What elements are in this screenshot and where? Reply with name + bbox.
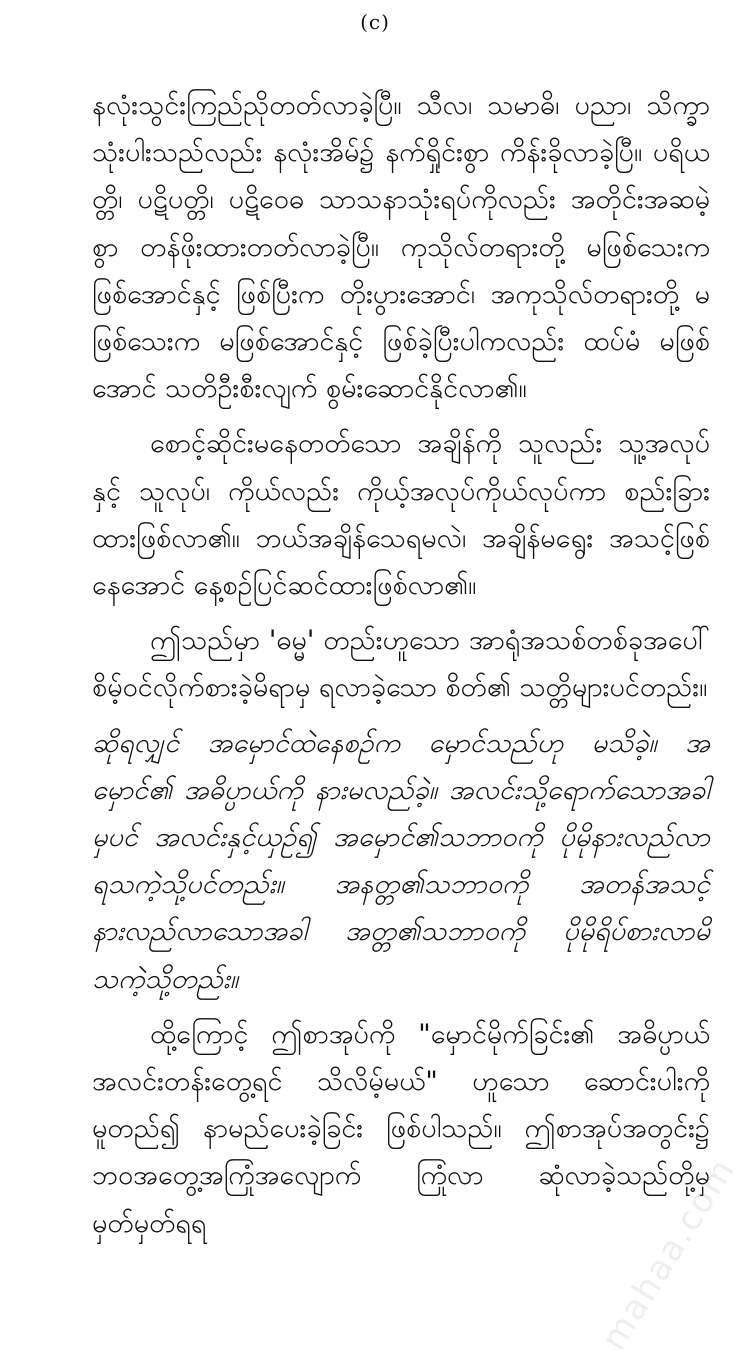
- watermark-logo: mahaa.com: [594, 1150, 744, 1357]
- paragraph-4-italic: ဆိုရလျှင် အမှောင်ထဲနေစဉ်က မှောင်သည်ဟု မသိခဲ့။ အမှောင်၏ အဓိပ္ပာယ်ကို နားမလည်ခဲ့။ အလင်းသို့ရောက်သောအခါမှပင် အလင်းနှင့်ယှဉ်၍ အမှောင်၏သဘာဝကို ပိုမိုနားလည်လာရသကဲ့သို့ပင်တည်း။ အနတ္တ၏သဘာဝကို အတန်အသင့် နားလည်လာသောအခါ အတ္တ၏သဘာဝကို ပိုမိုရိပ်စားလာမိသကဲ့သို့တည်း။: [92, 727, 710, 995]
- paragraph-1: နလုံးသွင်းကြည်ညိုတတ်လာခဲ့ပြီ။ သီလ၊ သမာဓိ၊ ပညာ၊ သိက္ခာ သုံးပါးသည်လည်း နလုံးအိမ်၌ နက်ရှိုင်းစွာ ကိန်းခိုလာခဲ့ပြီ။ ပရိယတ္တိ၊ ပဋိပတ္တိ၊ ပဋိဝေဓ သာသနာသုံးရပ်ကိုလည်း အတိုင်းအဆမဲ့စွာ တန်ဖိုးထားတတ်လာခဲ့ပြီ။ ကုသိုလ်တရားတို့ မဖြစ်သေးက ဖြစ်အောင်နှင့် ဖြစ်ပြီးက တိုးပွားအောင်၊ အကုသိုလ်တရားတို့ မဖြစ်သေးက မဖြစ်အောင်နှင့် ဖြစ်ခဲ့ပြီးပါကလည်း ထပ်မံ မဖြစ်အောင် သတိဦးစီးလျက် စွမ်းဆောင်နိုင်လာ၏။: [92, 90, 710, 405]
- paragraph-5: ထို့ကြောင့် ဤစာအုပ်ကို "မှောင်မိုက်ခြင်း၏ အဓိပ္ပာယ် အလင်းတန်းတွေ့ရင် သိလိမ့်မယ်" ဟူသော ဆောင်းပါးကို မူတည်၍ နာမည်ပေးခဲ့ခြင်း ဖြစ်ပါသည်။ ဤစာအုပ်အတွင်း၌ ဘဝအတွေ့အကြုံအလျောက် ကြုံလာ ဆုံလာခဲ့သည်တို့မှ မှတ်မှတ်ရရ: [92, 1018, 710, 1239]
- paragraph-3: ဤသည်မှာ 'ဓမ္မ' တည်းဟူသော အာရုံအသစ်တစ်ခုအပေါ် စိမ့်ဝင်လိုက်စားခဲ့မိရာမှ ရလာခဲ့သော စိတ်၏ သတ္တိများပင်တည်း။: [92, 625, 710, 704]
- paragraph-2: စောင့်ဆိုင်းမနေတတ်သော အချိန်ကို သူလည်း သူ့အလုပ်နှင့် သူလုပ်၊ ကိုယ်လည်း ကိုယ့်အလုပ်ကိုယ်လုပ်ကာ စည်းခြားထားဖြစ်လာ၏။ ဘယ်အချိန်သေရမလဲ၊ အချိန်မရွေး အသင့်ဖြစ်နေအောင် နေ့စဉ်ပြင်ဆင်ထားဖြစ်လာ၏။: [92, 428, 710, 602]
- page-number: (c): [360, 10, 390, 34]
- body-text: [92, 82, 710, 1247]
